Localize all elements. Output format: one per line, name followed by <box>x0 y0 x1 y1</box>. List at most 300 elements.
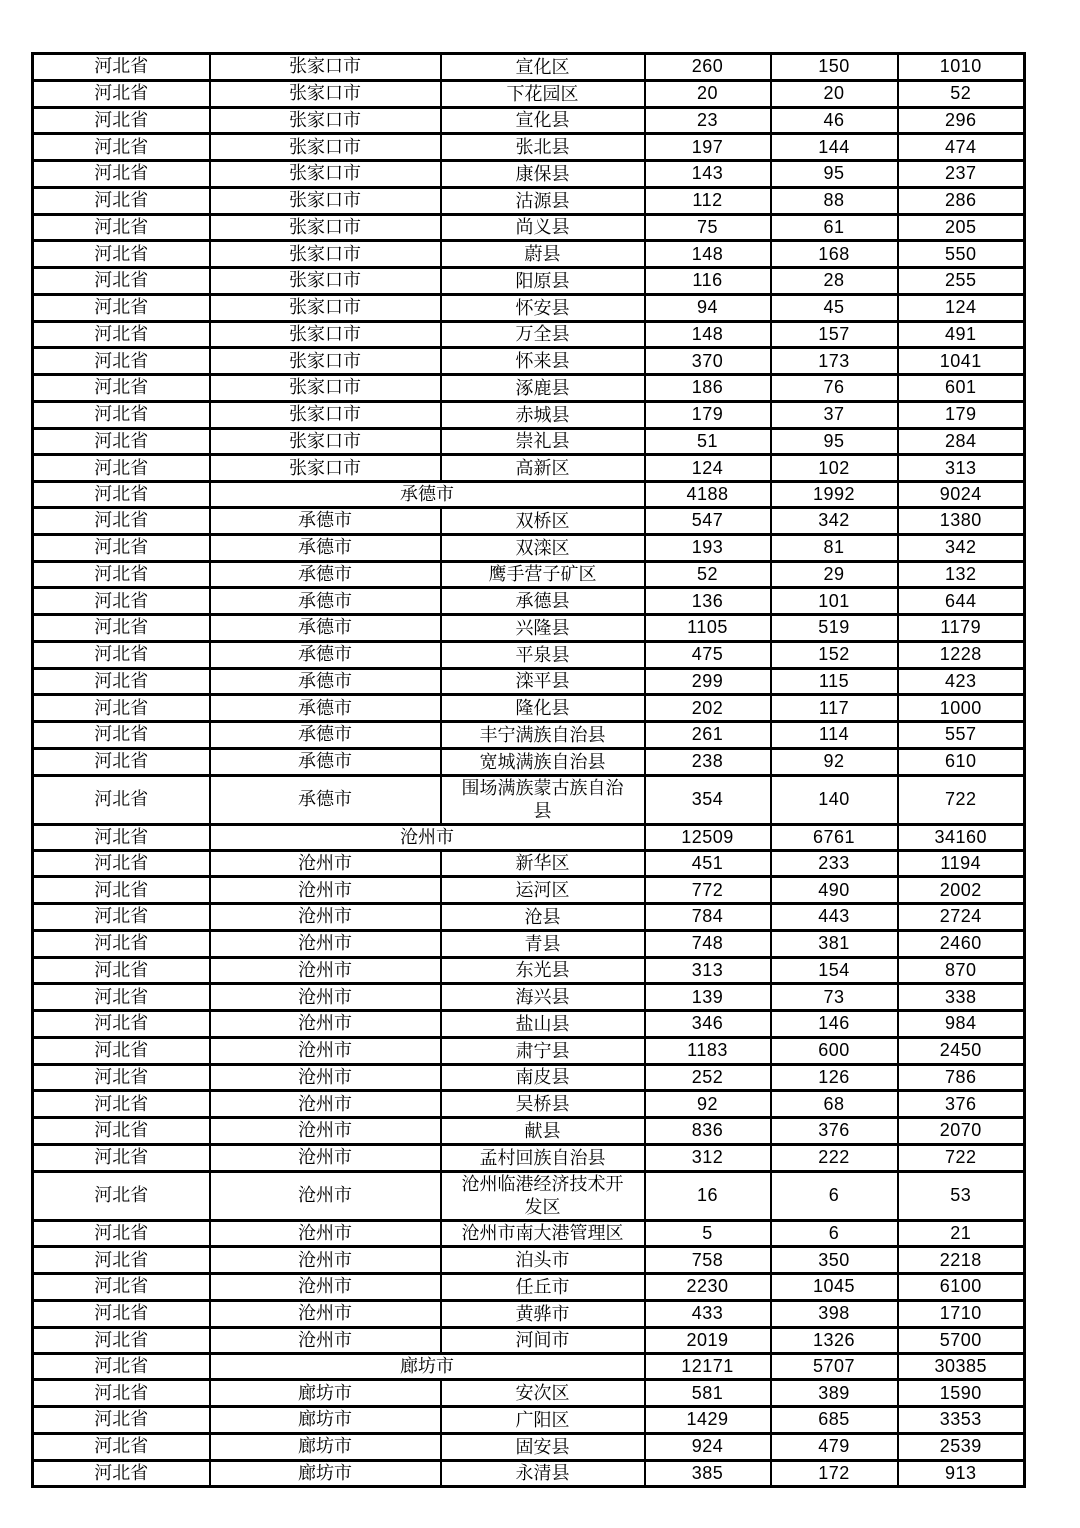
cell-city: 承德市 <box>210 561 441 588</box>
table-row <box>33 695 1025 722</box>
cell-value-2: 28 <box>771 268 898 295</box>
cell-value-3: 984 <box>898 1011 1025 1038</box>
cell-value-2: 146 <box>771 1011 898 1038</box>
cell-value-1: 260 <box>645 54 771 81</box>
cell-value-2: 140 <box>771 775 898 824</box>
cell-value-3: 179 <box>898 401 1025 428</box>
cell-value-3: 284 <box>898 428 1025 455</box>
cell-city: 廊坊市 <box>210 1380 441 1407</box>
cell-value-3: 5700 <box>898 1327 1025 1354</box>
cell-value-3: 6100 <box>898 1274 1025 1301</box>
table-row <box>33 641 1025 668</box>
cell-value-3: 2070 <box>898 1118 1025 1145</box>
cell-province: 河北省 <box>33 722 210 749</box>
cell-district <box>441 748 645 775</box>
table-row <box>33 348 1025 375</box>
cell-district <box>441 1118 645 1145</box>
cell-value-3: 338 <box>898 984 1025 1011</box>
cell-value-1: 261 <box>645 722 771 749</box>
cell-value-2: 126 <box>771 1064 898 1091</box>
cell-city: 沧州市 <box>210 904 441 931</box>
cell-value-1: 51 <box>645 428 771 455</box>
cell-value-2: 114 <box>771 722 898 749</box>
table-row <box>33 1274 1025 1301</box>
table-row <box>33 775 1025 824</box>
district-label: 孟村回族自治县 <box>479 1147 606 1168</box>
cell-value-2: 37 <box>771 401 898 428</box>
cell-value-1: 433 <box>645 1300 771 1327</box>
cell-value-3: 376 <box>898 1091 1025 1118</box>
cell-value-2: 222 <box>771 1144 898 1171</box>
cell-value-1: 2230 <box>645 1274 771 1301</box>
cell-value-1: 385 <box>645 1460 771 1487</box>
cell-district <box>441 1220 645 1247</box>
cell-value-3: 2450 <box>898 1037 1025 1064</box>
cell-province: 河北省 <box>33 1300 210 1327</box>
cell-value-1: 836 <box>645 1118 771 1145</box>
district-label: 盐山县 <box>515 1013 570 1034</box>
cell-value-1: 313 <box>645 957 771 984</box>
cell-value-2: 398 <box>771 1300 898 1327</box>
cell-value-2: 115 <box>771 668 898 695</box>
cell-value-1: 52 <box>645 561 771 588</box>
cell-value-2: 6 <box>771 1171 898 1220</box>
district-label: 康保县 <box>515 163 570 184</box>
cell-province: 河北省 <box>33 241 210 268</box>
district-label: 兴隆县 <box>515 617 570 638</box>
cell-district <box>441 1300 645 1327</box>
cell-city: 廊坊市 <box>210 1433 441 1460</box>
city-summary-row <box>33 824 1025 850</box>
cell-city: 张家口市 <box>210 428 441 455</box>
table-row <box>33 561 1025 588</box>
cell-city: 沧州市 <box>210 1064 441 1091</box>
cell-value-1: 581 <box>645 1380 771 1407</box>
district-label: 广阳区 <box>515 1409 570 1430</box>
cell-district <box>441 1407 645 1434</box>
cell-value-3: 21 <box>898 1220 1025 1247</box>
cell-district <box>441 1433 645 1460</box>
cell-value-3: 1179 <box>898 615 1025 642</box>
table-row <box>33 615 1025 642</box>
district-label: 任丘市 <box>515 1276 570 1297</box>
cell-value-2: 101 <box>771 588 898 615</box>
cell-value-1: 136 <box>645 588 771 615</box>
cell-value-2: 6 <box>771 1220 898 1247</box>
cell-city-merged: 承德市 <box>210 482 645 508</box>
cell-value-3: 286 <box>898 187 1025 214</box>
cell-city: 张家口市 <box>210 375 441 402</box>
cell-value-3: 2724 <box>898 904 1025 931</box>
cell-province: 河北省 <box>33 1064 210 1091</box>
table-row <box>33 984 1025 1011</box>
cell-district <box>441 561 645 588</box>
cell-value-3: 491 <box>898 321 1025 348</box>
cell-value-1: 758 <box>645 1247 771 1274</box>
cell-value-2: 5707 <box>771 1354 898 1380</box>
cell-value-2: 342 <box>771 508 898 535</box>
cell-city: 张家口市 <box>210 187 441 214</box>
cell-province: 河北省 <box>33 930 210 957</box>
cell-value-2: 76 <box>771 375 898 402</box>
cell-value-3: 313 <box>898 455 1025 482</box>
cell-district <box>441 54 645 81</box>
district-label: 尚义县 <box>515 217 570 238</box>
district-label: 沧县 <box>524 906 561 927</box>
cell-city: 沧州市 <box>210 1091 441 1118</box>
cell-city-merged: 廊坊市 <box>210 1354 645 1380</box>
cell-value-2: 92 <box>771 748 898 775</box>
cell-district <box>441 401 645 428</box>
cell-district <box>441 241 645 268</box>
cell-district <box>441 375 645 402</box>
cell-province: 河北省 <box>33 615 210 642</box>
table-row <box>33 957 1025 984</box>
cell-value-3: 870 <box>898 957 1025 984</box>
cell-province: 河北省 <box>33 1118 210 1145</box>
cell-city: 张家口市 <box>210 348 441 375</box>
table-row <box>33 294 1025 321</box>
cell-value-2: 150 <box>771 54 898 81</box>
table-row <box>33 107 1025 134</box>
cell-value-2: 95 <box>771 161 898 188</box>
cell-value-2: 152 <box>771 641 898 668</box>
cell-value-2: 350 <box>771 1247 898 1274</box>
table-row <box>33 1037 1025 1064</box>
district-label: 蔚县 <box>524 244 561 264</box>
cell-province: 河北省 <box>33 588 210 615</box>
cell-value-1: 186 <box>645 375 771 402</box>
cell-province: 河北省 <box>33 534 210 561</box>
cell-city: 廊坊市 <box>210 1460 441 1487</box>
cell-value-1: 143 <box>645 161 771 188</box>
cell-district <box>441 428 645 455</box>
cell-value-3: 2539 <box>898 1433 1025 1460</box>
cell-district <box>441 957 645 984</box>
cell-district <box>441 904 645 931</box>
cell-value-1: 547 <box>645 508 771 535</box>
cell-city: 沧州市 <box>210 1274 441 1301</box>
table-row <box>33 54 1025 81</box>
cell-value-2: 73 <box>771 984 898 1011</box>
cell-value-2: 144 <box>771 134 898 161</box>
cell-value-1: 12171 <box>645 1354 771 1380</box>
cell-value-1: 94 <box>645 294 771 321</box>
cell-province: 河北省 <box>33 904 210 931</box>
cell-province: 河北省 <box>33 748 210 775</box>
district-label: 崇礼县 <box>515 431 570 452</box>
table-row <box>33 455 1025 482</box>
district-label: 万全县 <box>515 324 570 345</box>
cell-province: 河北省 <box>33 187 210 214</box>
cell-city: 廊坊市 <box>210 1407 441 1434</box>
cell-value-3: 1380 <box>898 508 1025 535</box>
cell-city: 张家口市 <box>210 401 441 428</box>
cell-value-3: 132 <box>898 561 1025 588</box>
cell-value-3: 1194 <box>898 850 1025 877</box>
cell-value-3: 2218 <box>898 1247 1025 1274</box>
cell-value-2: 389 <box>771 1380 898 1407</box>
city-summary-row <box>33 1354 1025 1380</box>
table-row <box>33 588 1025 615</box>
cell-value-3: 610 <box>898 748 1025 775</box>
cell-district <box>441 348 645 375</box>
cell-province: 河北省 <box>33 508 210 535</box>
cell-province: 河北省 <box>33 214 210 241</box>
cell-city: 张家口市 <box>210 54 441 81</box>
cell-city: 沧州市 <box>210 1118 441 1145</box>
cell-city: 承德市 <box>210 775 441 824</box>
cell-value-3: 342 <box>898 534 1025 561</box>
cell-value-2: 46 <box>771 107 898 134</box>
cell-value-2: 376 <box>771 1118 898 1145</box>
cell-value-3: 124 <box>898 294 1025 321</box>
cell-value-2: 168 <box>771 241 898 268</box>
cell-city: 沧州市 <box>210 1327 441 1354</box>
cell-value-3: 423 <box>898 668 1025 695</box>
cell-province: 河北省 <box>33 824 210 850</box>
cell-city: 承德市 <box>210 722 441 749</box>
district-label: 沽源县 <box>515 190 570 211</box>
table-row <box>33 1300 1025 1327</box>
cell-value-3: 786 <box>898 1064 1025 1091</box>
cell-value-3: 1228 <box>898 641 1025 668</box>
table-row <box>33 241 1025 268</box>
cell-district <box>441 1037 645 1064</box>
cell-value-3: 644 <box>898 588 1025 615</box>
cell-province: 河北省 <box>33 428 210 455</box>
district-label: 宽城满族自治县 <box>479 751 606 772</box>
cell-city: 沧州市 <box>210 1220 441 1247</box>
district-label: 青县 <box>524 933 561 954</box>
cell-district <box>441 1144 645 1171</box>
cell-city: 沧州市 <box>210 1171 441 1220</box>
cell-province: 河北省 <box>33 1407 210 1434</box>
cell-value-2: 600 <box>771 1037 898 1064</box>
cell-province: 河北省 <box>33 375 210 402</box>
table-row <box>33 401 1025 428</box>
table-row <box>33 1460 1025 1487</box>
table-row <box>33 877 1025 904</box>
cell-province: 河北省 <box>33 877 210 904</box>
cell-city: 张家口市 <box>210 107 441 134</box>
cell-province: 河北省 <box>33 1011 210 1038</box>
district-label: 新华区 <box>515 853 570 874</box>
cell-value-1: 193 <box>645 534 771 561</box>
cell-province: 河北省 <box>33 1380 210 1407</box>
cell-value-3: 913 <box>898 1460 1025 1487</box>
cell-province: 河北省 <box>33 1354 210 1380</box>
district-label: 怀来县 <box>515 351 570 371</box>
cell-district <box>441 1091 645 1118</box>
cell-district <box>441 1171 645 1220</box>
district-label: 围场满族蒙古族自治县 <box>461 777 624 821</box>
cell-value-1: 202 <box>645 695 771 722</box>
district-label: 阳原县 <box>515 270 570 291</box>
cell-value-2: 45 <box>771 294 898 321</box>
cell-city: 张家口市 <box>210 294 441 321</box>
cell-city: 沧州市 <box>210 1037 441 1064</box>
table-row <box>33 904 1025 931</box>
cell-city: 张家口市 <box>210 321 441 348</box>
cell-value-1: 312 <box>645 1144 771 1171</box>
district-label: 海兴县 <box>515 987 570 1007</box>
cell-value-3: 2460 <box>898 930 1025 957</box>
cell-province: 河北省 <box>33 1433 210 1460</box>
cell-value-2: 172 <box>771 1460 898 1487</box>
district-label: 高新区 <box>515 458 570 478</box>
cell-value-2: 1326 <box>771 1327 898 1354</box>
cell-value-3: 557 <box>898 722 1025 749</box>
cell-value-1: 1105 <box>645 615 771 642</box>
cell-city: 沧州市 <box>210 1011 441 1038</box>
cell-province: 河北省 <box>33 1037 210 1064</box>
district-label: 下花园区 <box>506 83 579 104</box>
cell-value-3: 237 <box>898 161 1025 188</box>
cell-value-2: 490 <box>771 877 898 904</box>
table-row <box>33 428 1025 455</box>
table-row <box>33 268 1025 295</box>
cell-value-3: 255 <box>898 268 1025 295</box>
cell-district <box>441 80 645 107</box>
cell-province: 河北省 <box>33 54 210 81</box>
cell-value-1: 772 <box>645 877 771 904</box>
table-row <box>33 668 1025 695</box>
cell-city: 张家口市 <box>210 134 441 161</box>
cell-value-2: 29 <box>771 561 898 588</box>
cell-district <box>441 588 645 615</box>
cell-province: 河北省 <box>33 1247 210 1274</box>
cell-province: 河北省 <box>33 561 210 588</box>
table-row <box>33 1407 1025 1434</box>
table-row <box>33 1091 1025 1118</box>
district-label: 沧州市南大港管理区 <box>461 1223 624 1244</box>
cell-province: 河北省 <box>33 294 210 321</box>
cell-city: 张家口市 <box>210 241 441 268</box>
cell-value-3: 1710 <box>898 1300 1025 1327</box>
cell-district <box>441 877 645 904</box>
cell-value-1: 12509 <box>645 824 771 850</box>
table-row <box>33 1064 1025 1091</box>
cell-province: 河北省 <box>33 455 210 482</box>
table-row <box>33 1118 1025 1145</box>
cell-district <box>441 1380 645 1407</box>
cell-city: 沧州市 <box>210 957 441 984</box>
cell-value-3: 296 <box>898 107 1025 134</box>
district-label: 鹰手营子矿区 <box>488 564 597 585</box>
cell-city: 沧州市 <box>210 930 441 957</box>
cell-value-1: 116 <box>645 268 771 295</box>
table-row <box>33 850 1025 877</box>
cell-district <box>441 455 645 482</box>
cell-province: 河北省 <box>33 161 210 188</box>
table-row <box>33 1380 1025 1407</box>
cell-province: 河北省 <box>33 1091 210 1118</box>
cell-city: 沧州市 <box>210 1300 441 1327</box>
cell-value-1: 784 <box>645 904 771 931</box>
cell-district <box>441 214 645 241</box>
cell-city: 承德市 <box>210 668 441 695</box>
cell-city: 承德市 <box>210 641 441 668</box>
district-label: 河间市 <box>515 1330 570 1351</box>
cell-district <box>441 930 645 957</box>
cell-city: 承德市 <box>210 748 441 775</box>
cell-value-3: 474 <box>898 134 1025 161</box>
cell-value-1: 92 <box>645 1091 771 1118</box>
table-row <box>33 321 1025 348</box>
district-label: 涿鹿县 <box>515 377 570 398</box>
cell-district <box>441 668 645 695</box>
cell-district <box>441 1011 645 1038</box>
cell-value-3: 722 <box>898 775 1025 824</box>
cell-value-2: 95 <box>771 428 898 455</box>
cell-city: 张家口市 <box>210 455 441 482</box>
cell-city: 沧州市 <box>210 1144 441 1171</box>
cell-district <box>441 134 645 161</box>
cell-province: 河北省 <box>33 401 210 428</box>
table-row <box>33 1327 1025 1354</box>
cell-value-1: 238 <box>645 748 771 775</box>
cell-value-2: 68 <box>771 1091 898 1118</box>
district-label: 双桥区 <box>515 510 570 531</box>
cell-province: 河北省 <box>33 348 210 375</box>
district-label: 永清县 <box>515 1463 570 1484</box>
cell-district <box>441 321 645 348</box>
cell-province: 河北省 <box>33 1171 210 1220</box>
cell-province: 河北省 <box>33 134 210 161</box>
table-row <box>33 1220 1025 1247</box>
cell-district <box>441 107 645 134</box>
cell-district <box>441 161 645 188</box>
cell-value-1: 148 <box>645 321 771 348</box>
district-label: 双滦区 <box>515 537 570 558</box>
district-label: 承德县 <box>515 591 570 611</box>
cell-city-merged: 沧州市 <box>210 824 645 850</box>
table-row <box>33 1247 1025 1274</box>
table-row <box>33 1144 1025 1171</box>
cell-district <box>441 1247 645 1274</box>
cell-province: 河北省 <box>33 1327 210 1354</box>
cell-value-3: 1590 <box>898 1380 1025 1407</box>
district-label: 吴桥县 <box>515 1094 570 1114</box>
cell-province: 河北省 <box>33 668 210 695</box>
district-label: 运河区 <box>515 880 570 900</box>
cell-value-1: 346 <box>645 1011 771 1038</box>
table-row <box>33 134 1025 161</box>
cell-province: 河北省 <box>33 1460 210 1487</box>
cell-value-2: 157 <box>771 321 898 348</box>
cell-province: 河北省 <box>33 1274 210 1301</box>
cell-value-1: 451 <box>645 850 771 877</box>
cell-district <box>441 1064 645 1091</box>
cell-value-2: 381 <box>771 930 898 957</box>
cell-district <box>441 850 645 877</box>
cell-value-2: 173 <box>771 348 898 375</box>
cell-district <box>441 615 645 642</box>
cell-value-1: 16 <box>645 1171 771 1220</box>
cell-province: 河北省 <box>33 641 210 668</box>
table-row <box>33 1171 1025 1220</box>
cell-value-3: 205 <box>898 214 1025 241</box>
cell-value-1: 1429 <box>645 1407 771 1434</box>
cell-value-2: 88 <box>771 187 898 214</box>
district-label: 赤城县 <box>515 404 570 425</box>
cell-province: 河北省 <box>33 482 210 508</box>
cell-value-1: 370 <box>645 348 771 375</box>
district-label: 丰宁满族自治县 <box>479 724 606 745</box>
cell-value-3: 550 <box>898 241 1025 268</box>
cell-value-2: 1992 <box>771 482 898 508</box>
